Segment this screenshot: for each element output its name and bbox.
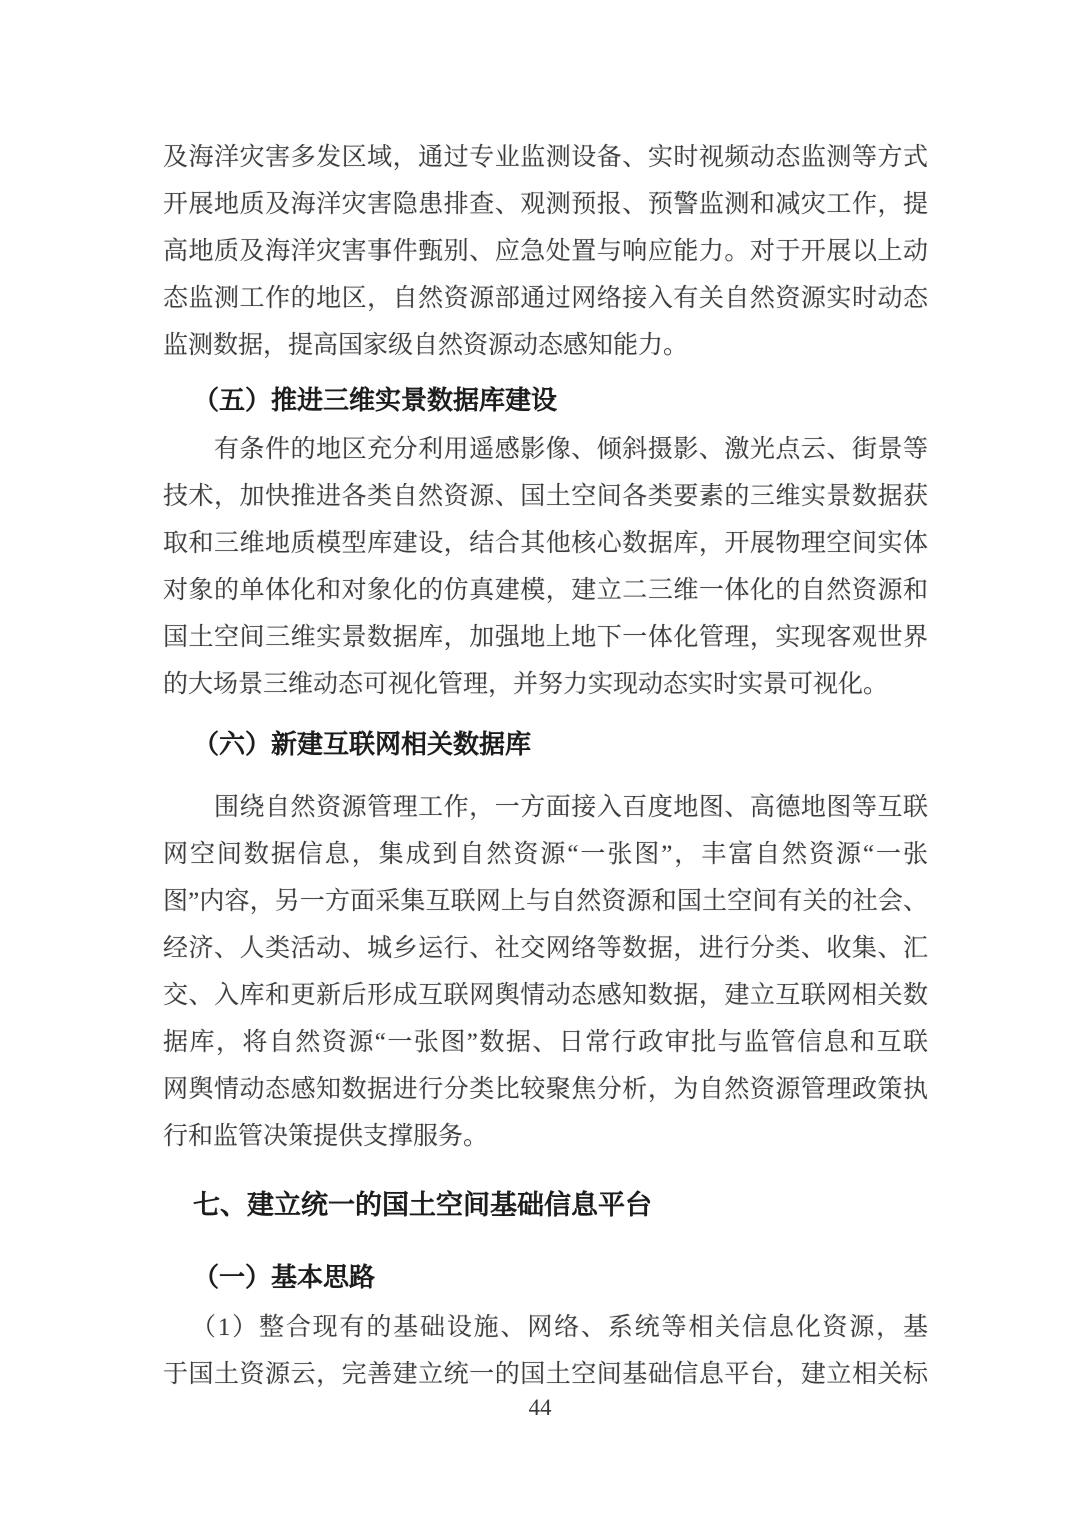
body-line: 网空间数据信息，集成到自然资源“一张图”，丰富自然资源“一张: [163, 841, 928, 868]
text-column: [163, 0, 928, 1527]
body-line: 高地质及海洋灾害事件甄别、应急处置与响应能力。对于开展以上动: [163, 238, 928, 265]
paragraph-section-7-1: [163, 1304, 928, 1398]
body-line: 行和监管决策提供支撑服务。: [163, 1123, 489, 1150]
body-line: 及海洋灾害多发区域，通过专业监测设备、实时视频动态监测等方式: [163, 144, 928, 171]
paragraph-section-6: [163, 784, 928, 1160]
body-line: 交、入库和更新后形成互联网舆情动态感知数据，建立互联网相关数: [163, 982, 928, 1009]
section-heading-6: （六）新建互联网相关数据库: [193, 729, 532, 759]
paragraph-continued: [163, 134, 928, 369]
body-line: 态监测工作的地区，自然资源部通过网络接入有关自然资源实时动态: [163, 285, 928, 312]
page-number: 44: [528, 1395, 552, 1420]
section-heading-7-1: （一）基本思路: [193, 1262, 376, 1292]
body-line: 据库，将自然资源“一张图”数据、日常行政审批与监管信息和互联: [163, 1029, 928, 1056]
body-line: 网舆情动态感知数据进行分类比较聚焦分析，为自然资源管理政策执: [163, 1076, 928, 1103]
chapter-heading-7: 七、建立统一的国土空间基础信息平台: [193, 1190, 652, 1220]
body-line: 的大场景三维动态可视化管理，并努力实现动态实时实景可视化。: [163, 671, 889, 698]
body-line: 于国土资源云，完善建立统一的国土空间基础信息平台，建立相关标: [163, 1361, 928, 1388]
body-line: 经济、人类活动、城乡运行、社交网络等数据，进行分类、收集、汇: [163, 935, 928, 962]
body-line: 有条件的地区充分利用遥感影像、倾斜摄影、激光点云、街景等: [214, 436, 928, 463]
body-line: 对象的单体化和对象化的仿真建模，建立二三维一体化的自然资源和: [163, 577, 928, 604]
body-line: 技术，加快推进各类自然资源、国土空间各类要素的三维实景数据获: [163, 483, 928, 510]
body-line: 开展地质及海洋灾害隐患排查、观测预报、预警监测和减灾工作，提: [163, 191, 928, 218]
section-heading-5: （五）推进三维实景数据库建设: [193, 385, 558, 415]
body-line: 图”内容，另一方面采集互联网上与自然资源和国土空间有关的社会、: [163, 888, 928, 915]
body-line: （1）整合现有的基础设施、网络、系统等相关信息化资源，基: [191, 1314, 928, 1341]
body-line: 监测数据，提高国家级自然资源动态感知能力。: [163, 332, 689, 359]
body-line: 围绕自然资源管理工作，一方面接入百度地图、高德地图等互联: [214, 794, 928, 821]
body-line: 国土空间三维实景数据库，加强地上地下一体化管理，实现客观世界: [163, 624, 928, 651]
paragraph-section-5: [163, 426, 928, 708]
body-line: 取和三维地质模型库建设，结合其他核心数据库，开展物理空间实体: [163, 530, 928, 557]
